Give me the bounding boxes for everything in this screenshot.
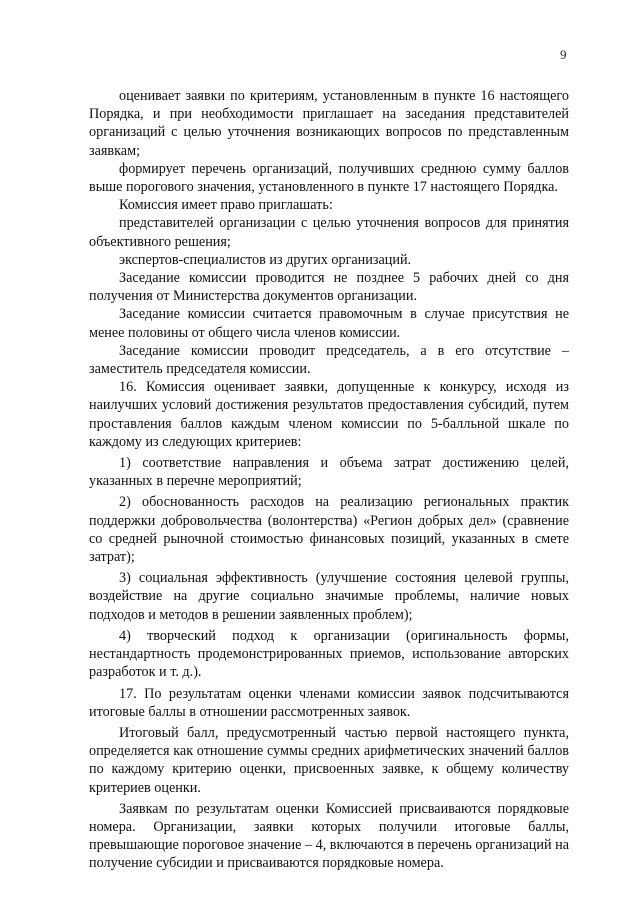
paragraph: Заседание комиссии считается правомочным в случае присутствия не менее половины от общего числа членов комиссии. — [89, 306, 569, 341]
paragraph: оценивает заявки по критериям, установленным в пункте 16 настоящего Порядка, и при необходимости приглашает на заседания представителей организаций с целью уточнения возникающих вопросов по представленным заявкам; — [89, 88, 569, 159]
paragraph: Заседание комиссии проводится не позднее 5 рабочих дней со дня получения от Министерства документов организации. — [89, 270, 569, 305]
criterion-item: 2) обоснованность расходов на реализацию региональных практик поддержки добровольчества (волонтерства) «Регион добрых дел» (сравнение со средней рыночной стоимостью финансовых позиций, указанных в смете затрат); — [89, 494, 569, 566]
paragraph: Заседание комиссии проводит председатель, а в его отсутствие – заместитель председателя комиссии. — [89, 342, 569, 378]
paragraph: 16. Комиссия оценивает заявки, допущенные к конкурсу, исходя из наилучших условий достижения результатов предоставления субсидий, путем проставления баллов каждым членом комиссии по 5-балльной шкале по каждому из следующих критериев: — [89, 379, 569, 450]
criterion-item: 3) социальная эффективность (улучшение состояния целевой группы, воздействие на другие социально значимые проблемы, наличие новых подходов и методов в решении заявленных проблем); — [89, 570, 569, 623]
paragraph: экспертов-специалистов из других организаций. — [119, 251, 412, 268]
paragraph: 17. По результатам оценки членами комиссии заявок подсчитываются итоговые баллы в отношении рассмотренных заявок. — [89, 685, 569, 720]
paragraph: представителей организации с целью уточнения вопросов для принятия объективного решения; — [89, 215, 569, 250]
page-number: 9 — [560, 47, 567, 62]
criterion-item: 4) творческий подход к организации (оригинальность формы, нестандартность продемонстрированных приемов, использование авторских разработок и т. д.). — [89, 627, 569, 681]
criterion-item: 1) соответствие направления и объема затрат достижению целей, указанных в перечне мероприятий; — [89, 455, 569, 490]
paragraph: Комиссия имеет право приглашать: — [119, 197, 333, 214]
paragraph: Заявкам по результатам оценки Комиссией присваиваются порядковые номера. Организации, заявки которых получили итоговые баллы, превышающие пороговое значение – 4, включаются в перечень организаций на получение субсидии и присваиваются порядковые номера. — [89, 800, 569, 872]
paragraph: формирует перечень организаций, получивших среднюю сумму баллов выше порогового значения, установленного в пункте 17 настоящего Порядка. — [89, 160, 569, 196]
paragraph: Итоговый балл, предусмотренный частью первой настоящего пункта, определяется как отношение суммы средних арифметических значений баллов по каждому критерию оценки, присвоенных заявке, к общему количеству критериев оценки. — [89, 724, 569, 796]
document-body — [89, 87, 569, 873]
